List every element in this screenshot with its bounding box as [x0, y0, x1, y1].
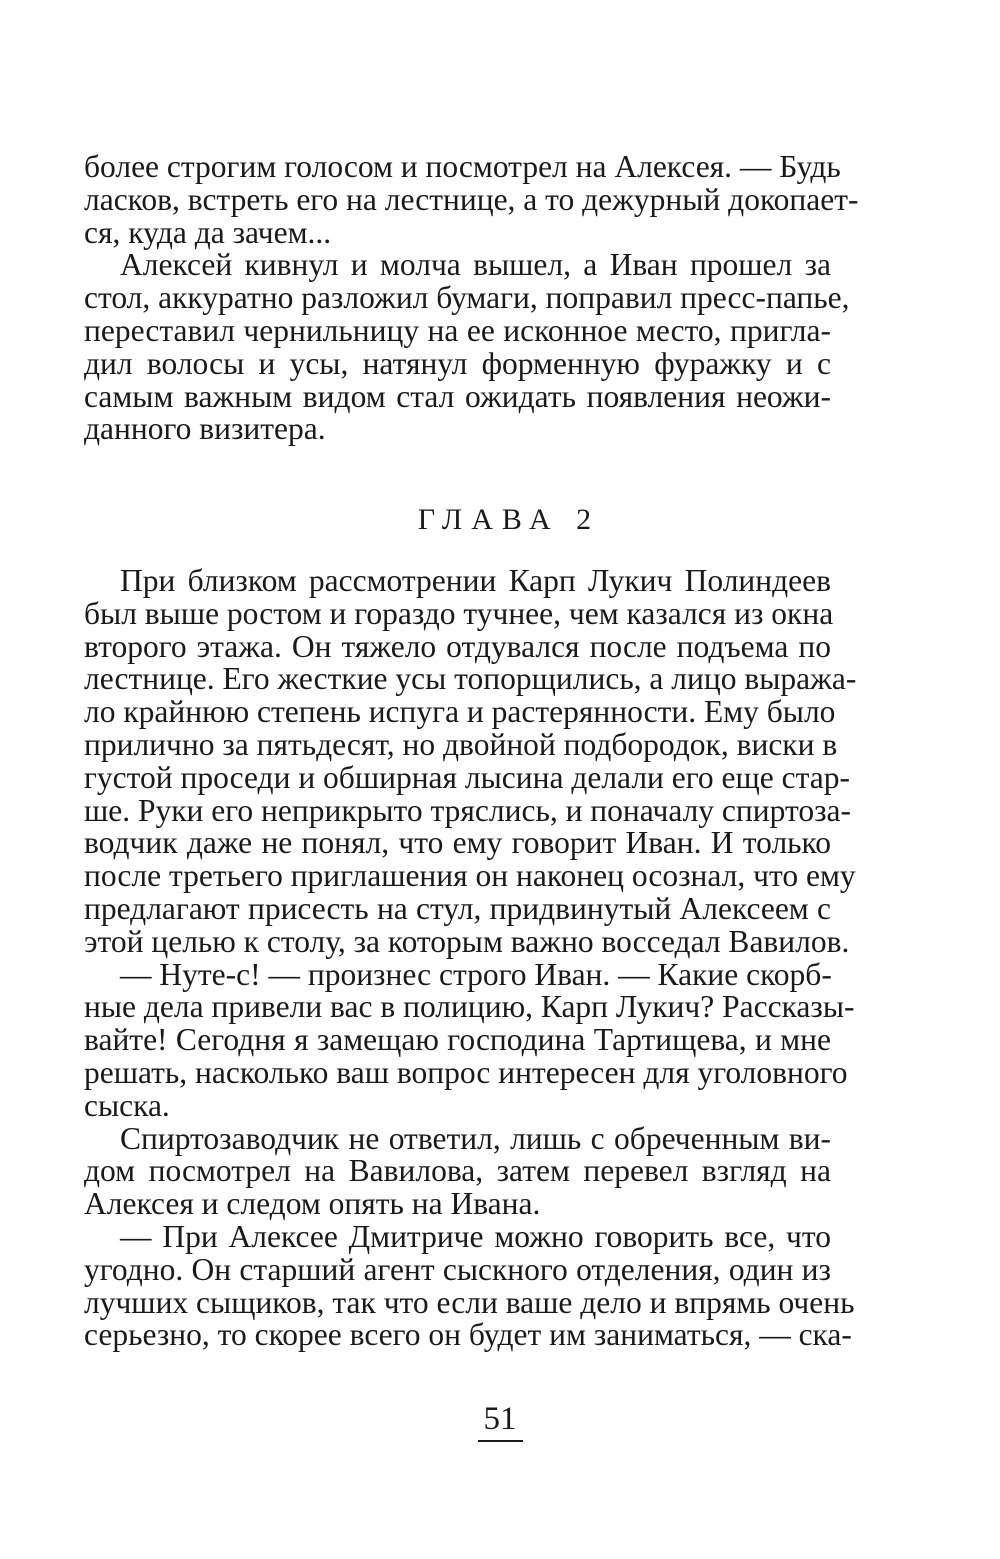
- text-line: после третьего приглашения он наконец осознал, что ему: [84, 858, 856, 894]
- text-line: дил волосы и усы, натянул форменную фуражку и с: [84, 345, 831, 381]
- text-line: вайте! Сегодня я замещаю господина Тартищева, и мне: [84, 1022, 831, 1058]
- page-number-value: 51: [478, 1399, 523, 1442]
- text-line: данного визитера.: [84, 411, 326, 447]
- text-line: прилично за пятьдесят, но двойной подбородок, виски в: [84, 726, 838, 762]
- text-line: предлагают присесть на стул, придвинутый Алексеем с: [84, 890, 831, 926]
- text-line: ше. Руки его неприкрыто тряслись, и поначалу спиртоза-: [84, 792, 851, 828]
- text-line: ся, куда да зачем...: [84, 214, 332, 250]
- text-line: — При Алексее Дмитриче можно говорить все, что: [120, 1218, 831, 1254]
- text-line: ло крайнюю степень испуга и растерянности. Ему было: [84, 694, 836, 730]
- paragraph: [84, 1120, 831, 1222]
- paragraph: [84, 247, 850, 447]
- text-line: серьезно, то скорее всего он будет им заниматься, — ска-: [84, 1317, 852, 1353]
- text-line: решать, насколько ваш вопрос интересен для уголовного: [84, 1054, 848, 1090]
- text-line: самым важным видом стал ожидать появления неожи-: [84, 378, 831, 414]
- text-line: Алексей кивнул и молча вышел, а Иван прошел за: [120, 247, 831, 283]
- text-line: лучших сыщиков, так что если ваше дело и впрямь очень: [84, 1284, 855, 1320]
- page-number: [0, 1399, 1000, 1442]
- text-line: — Нуте-с! — произнес строго Иван. — Какие скорб-: [120, 956, 832, 992]
- paragraph: [84, 563, 857, 959]
- text-line: лестнице. Его жесткие усы топорщились, а лицо выража-: [84, 661, 857, 697]
- text-line: переставил чернильницу на ее исконное место, пригла-: [84, 312, 831, 348]
- top-text-block: [84, 149, 859, 447]
- paragraph-dialogue: [84, 956, 855, 1123]
- text-line: сыска.: [84, 1087, 170, 1123]
- text-line: ласков, встреть его на лестнице, а то дежурный докопает-: [84, 181, 859, 217]
- chapter-heading: ГЛАВА 2: [417, 503, 601, 536]
- text-line: дом посмотрел на Вавилова, затем перевел взгляд на: [84, 1153, 831, 1189]
- text-line: ные дела привели вас в полицию, Карп Лукич? Рассказы-: [84, 989, 855, 1025]
- text-line: стол, аккуратно разложил бумаги, поправил пресс-папье,: [84, 280, 850, 316]
- text-line: густой проседи и обширная лысина делали его еще стар-: [84, 759, 850, 795]
- paragraph-dialogue: [84, 1218, 855, 1353]
- text-line: Алексея и следом опять на Ивана.: [84, 1186, 541, 1222]
- text-line: При близком рассмотрении Карп Лукич Полиндеев: [120, 563, 831, 598]
- paragraph-continuation: [84, 149, 859, 250]
- text-line: водчик даже не понял, что ему говорит Иван. И только: [84, 825, 831, 861]
- main-text-block: [84, 563, 857, 1353]
- text-line: более строгим голосом и посмотрел на Алексея. — Будь: [84, 149, 841, 184]
- text-line: угодно. Он старший агент сыскного отделения, один из: [84, 1251, 831, 1287]
- text-line: был выше ростом и гораздо тучнее, чем казался из окна: [84, 595, 834, 631]
- text-line: этой целью к столу, за которым важно восседал Вавилов.: [84, 923, 850, 959]
- text-line: второго этажа. Он тяжело отдувался после подъема по: [84, 628, 831, 664]
- text-line: Спиртозаводчик не ответил, лишь с обреченным ви-: [120, 1120, 831, 1156]
